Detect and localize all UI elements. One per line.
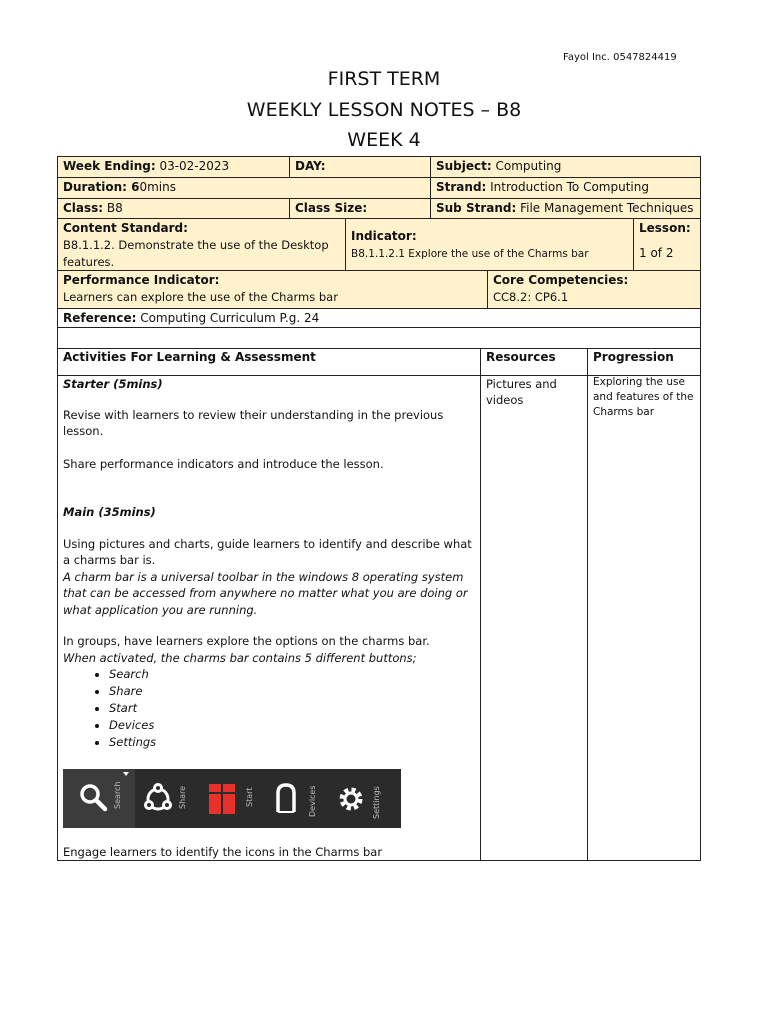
resources-header-text: Resources xyxy=(486,350,556,364)
activities-header-text: Activities For Learning & Assessment xyxy=(63,350,316,364)
content-standard-label: Content Standard: xyxy=(63,221,188,235)
subject-value: Computing xyxy=(491,159,562,173)
duration-label: Duration: 6 xyxy=(63,180,140,194)
notes-title: WEEKLY LESSON NOTES – B8 xyxy=(246,99,522,121)
lesson-cell xyxy=(633,219,700,263)
class-size-cell xyxy=(289,199,430,218)
list-item: • Search xyxy=(109,666,474,683)
charms-bar-image xyxy=(63,769,401,828)
activities-content xyxy=(57,375,480,752)
term-title: FIRST TERM xyxy=(327,68,441,90)
lesson-label: Lesson: xyxy=(639,221,691,235)
charm-label-start: Start xyxy=(245,787,254,807)
charms-bar-graphic xyxy=(63,769,401,828)
week-ending-cell xyxy=(57,157,289,176)
subject-label: Subject: xyxy=(436,159,492,173)
week-title: WEEK 4 xyxy=(347,129,421,151)
starter-paragraph-1: Revise with learners to review their understanding in the previous lesson. xyxy=(63,407,444,438)
core-competencies-cell xyxy=(487,271,700,307)
core-competencies-value: CC8.2: CP6.1 xyxy=(493,290,569,304)
engage-text: Engage learners to identify the icons in the Charms bar xyxy=(63,845,383,859)
main-paragraph-2: A charm bar is a universal toolbar in the windows 8 operating system that can be accessed from anywhere no matter what you are doing or what application you are running. xyxy=(63,569,468,617)
sub-strand-cell xyxy=(430,199,700,218)
devices-icon xyxy=(278,785,294,812)
class-value: B8 xyxy=(103,201,123,215)
starter-heading: Starter (5mins) xyxy=(63,377,163,391)
progression-header xyxy=(587,348,700,367)
reference-cell xyxy=(57,309,700,328)
subject-cell xyxy=(430,157,700,176)
progression-value: Exploring the use and features of the Charms bar xyxy=(593,376,694,418)
content-standard-value: B8.1.1.2. Demonstrate the use of the Desktop features. xyxy=(63,238,329,269)
list-item: • Settings xyxy=(109,734,474,751)
duration-value: 0mins xyxy=(139,180,176,194)
lesson-value: 1 of 2 xyxy=(639,246,674,260)
share-icon xyxy=(146,785,171,810)
core-competencies-label: Core Competencies: xyxy=(493,273,629,287)
class-size-label: Class Size: xyxy=(295,201,368,215)
settings-icon xyxy=(342,790,360,808)
duration-cell xyxy=(57,178,430,197)
strand-cell xyxy=(430,178,700,197)
reference-value: Computing Curriculum P.g. 24 xyxy=(136,311,320,325)
progression-header-text: Progression xyxy=(593,350,674,364)
resources-header xyxy=(480,348,587,367)
class-cell xyxy=(57,199,289,218)
performance-indicator-label: Performance Indicator: xyxy=(63,273,220,287)
indicator-cell xyxy=(345,227,633,263)
main-paragraph-4: When activated, the charms bar contains 5 different buttons; xyxy=(63,650,417,665)
day-label: DAY: xyxy=(295,159,326,173)
list-item: • Start xyxy=(109,700,474,717)
list-item: • Devices xyxy=(109,717,474,734)
charm-label-search: Search xyxy=(113,781,122,809)
sub-strand-value: File Management Techniques xyxy=(516,201,694,215)
week-ending-label: Week Ending: xyxy=(63,159,156,173)
class-label: Class: xyxy=(63,201,104,215)
contact-info: Fayol Inc. 0547824419 xyxy=(563,52,677,63)
list-item: • Share xyxy=(109,683,474,700)
buttons-list xyxy=(63,666,474,751)
main-paragraph-1: Using pictures and charts, guide learners to identify and describe what a charms bar is. xyxy=(63,536,472,567)
start-icon xyxy=(209,784,235,814)
day-cell xyxy=(289,157,430,176)
reference-label: Reference: xyxy=(63,311,137,325)
main-heading: Main (35mins) xyxy=(63,505,156,519)
performance-indicator-value: Learners can explore the use of the Charms bar xyxy=(63,290,338,304)
charm-label-devices: Devices xyxy=(308,785,317,817)
content-standard-cell xyxy=(57,219,345,272)
strand-value: Introduction To Computing xyxy=(486,180,649,194)
sub-strand-label: Sub Strand: xyxy=(436,201,517,215)
starter-paragraph-2: Share performance indicators and introduce the lesson. xyxy=(63,456,384,471)
indicator-label: Indicator: xyxy=(351,229,417,243)
indicator-value: B8.1.1.2.1 Explore the use of the Charms bar xyxy=(351,248,589,260)
charm-label-share: Share xyxy=(178,785,187,809)
charm-label-settings: Settings xyxy=(372,786,381,819)
strand-label: Strand: xyxy=(436,180,487,194)
performance-indicator-cell xyxy=(57,271,487,307)
activities-header xyxy=(57,348,480,367)
resources-value: Pictures and videos xyxy=(486,377,557,407)
main-paragraph-3: In groups, have learners explore the options on the charms bar. xyxy=(63,634,430,648)
week-ending-value: 03-02-2023 xyxy=(155,159,230,173)
